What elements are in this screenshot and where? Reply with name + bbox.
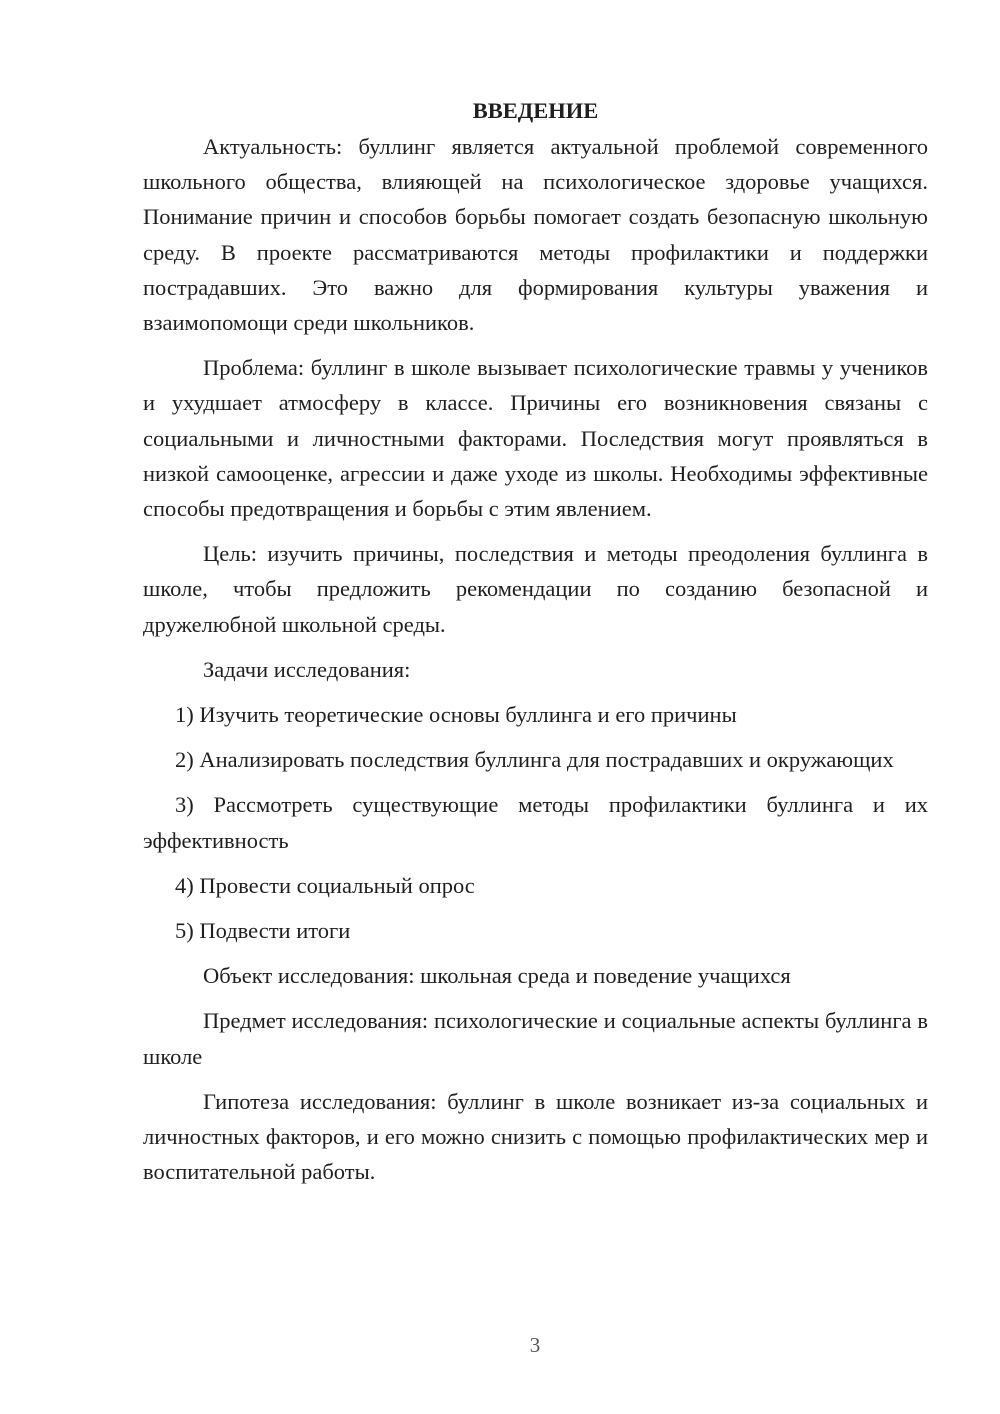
relevance-paragraph: Актуальность: буллинг является актуальной проблемой современного школьного общества, влияющей на психологическое здоровье учащихся. Понимание причин и способов борьбы помогает создать безопасную школьную среду. В проекте рассматриваются методы профилактики и поддержки пострадавших. Это важно для формирования культуры уважения и взаимопомощи среди школьников. [143, 134, 928, 336]
object-paragraph: Объект исследования: школьная среда и поведение учащихся [203, 963, 791, 989]
task-item: 4) Провести социальный опрос [175, 872, 475, 898]
task-item: 5) Подвести итоги [175, 918, 351, 944]
subject-paragraph: Предмет исследования: психологические и социальные аспекты буллинга в школе [143, 1008, 928, 1069]
problem-paragraph: Проблема: буллинг в школе вызывает психологические травмы у учеников и ухудшает атмосферу в классе. Причины его возникновения связаны с социальными и личностными факторами. Последствия могут проявляться в низкой самооценке, агрессии и даже уходе из школы. Необходимы эффективные способы предотвращения и борьбы с этим явлением. [143, 355, 928, 522]
task-item: 1) Изучить теоретические основы буллинга и его причины [175, 702, 737, 728]
task-item: 3) Рассмотреть существующие методы профилактики буллинга и их эффективность [143, 792, 928, 853]
hypothesis-paragraph: Гипотеза исследования: буллинг в школе возникает из-за социальных и личностных факторов, и его можно снизить с помощью профилактических мер и воспитательной работы. [143, 1088, 928, 1185]
section-title: ВВЕДЕНИЕ [472, 98, 599, 123]
task-item: 2) Анализировать последствия буллинга для пострадавших и окружающих [175, 747, 894, 773]
page-number: 3 [529, 1333, 541, 1357]
tasks-heading: Задачи исследования: [203, 656, 411, 682]
goal-paragraph: Цель: изучить причины, последствия и методы преодоления буллинга в школе, чтобы предложить рекомендации по созданию безопасной и дружелюбной школьной среды. [143, 541, 928, 637]
page-content [143, 93, 928, 1199]
